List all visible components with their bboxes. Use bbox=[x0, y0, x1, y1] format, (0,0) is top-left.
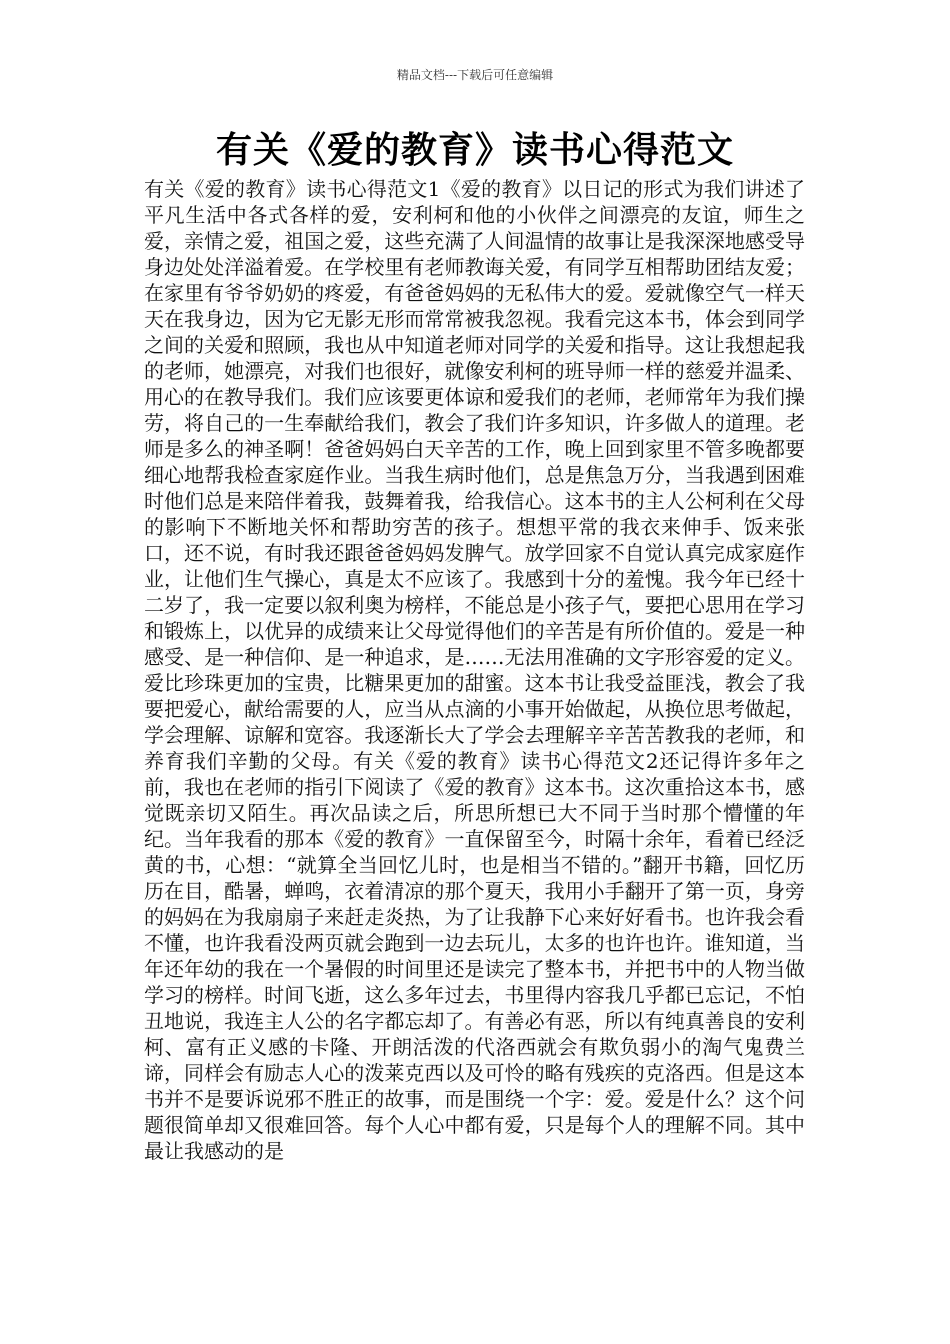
document-title: 有关《爱的教育》读书心得范文 bbox=[215, 130, 734, 171]
body-paragraph: 有关《爱的教育》读书心得范文1《爱的教育》以日记的形式为我们讲述了平凡生活中各式各样的爱，安利柯和他的小伙伴之间漂亮的友谊，师生之爱，亲情之爱，祖国之爱，这些充满了人间温情的故事让是我深深地感受导身边处处洋溢着爱。在学校里有老师教诲关爱，有同学互相帮助团结友爱；在家里有爷爷奶奶的疼爱，有爸爸妈妈的无私伟大的爱。爱就像空气一样天天在我身边，因为它无影无形而常常被我忽视。我看完这本书，体会到同学之间的关爱和照顾，我也从中知道老师对同学的关爱和指导。这让我想起我的老师，她漂亮，对我们也很好，就像安利柯的班导师一样的慈爱并温柔、用心的在教导我们。我们应该要更体谅和爱我们的老师，老师常年为我们操劳，将自己的一生奉献给我们，教会了我们许多知识，许多做人的道理。老师是多么的神圣啊！爸爸妈妈白天辛苦的工作，晚上回到家里不管多晚都要细心地帮我检查家庭作业。当我生病时他们，总是焦急万分，当我遇到困难时他们总是来陪伴着我，鼓舞着我，给我信心。这本书的主人公柯利在父母的影响下不断地关怀和帮助穷苦的孩子。想想平常的我衣来伸手、饭来张口，还不说，有时我还跟爸爸妈妈发脾气。放学回家不自觉认真完成家庭作业，让他们生气操心，真是太不应该了。我感到十分的羞愧。我今年已经十二岁了，我一定要以叙利奥为榜样，不能总是小孩子气，要把心思用在学习和锻炼上，以优异的成绩来让父母觉得他们的辛苦是有所价值的。爱是一种感受、是一种信仰、是一种追求，是……无法用准确的文字形容爱的定义。爱比珍珠更加的宝贵，比糖果更加的甜蜜。这本书让我受益匪浅，教会了我要把爱心，献给需要的人，应当从点滴的小事开始做起，从换位思考做起，学会理解、谅解和宽容。我逐渐长大了学会去理解辛辛苦苦教我的老师，和养育我们辛勤的父母。有关《爱的教育》读书心得范文2还记得许多年之前，我也在老师的指引下阅读了《爱的教育》这本书。这次重拾这本书，感觉既亲切又陌生。再次品读之后，所思所想已大不同于当时那个懵懂的年纪。当年我看的那本《爱的教育》一直保留至今，时隔十余年，看着已经泛黄的书，心想：“就算全当回忆儿时，也是相当不错的。”翻开书籍，回忆历历在目，酷暑，蝉鸣，衣着清凉的那个夏天，我用小手翻开了第一页，身旁的妈妈在为我扇扇子来赶走炎热，为了让我静下心来好好看书。也许我会看不懂，也许我看没两页就会跑到一边去玩儿，太多的也许也许。谁知道，当年还年幼的我在一个暑假的时间里还是读完了整本书，并把书中的人物当做学习的榜样。时间飞逝，这么多年过去，书里得内容我几乎都已忘记，不怕丑地说，我连主人公的名字都忘却了。有善必有恶，所以有纯真善良的安利柯、富有正义感的卡隆、开朗活泼的代洛西就会有欺负弱小的淘气鬼费兰谛，同样会有励志人心的泼莱克西以及可怜的略有残疾的克洛西。但是这本书并不是要诉说邪不胜正的故事，而是围绕一个字：爱。爱是什么？这个问题很简单却又很难回答。每个人心中都有爱，只是每个人的理解不同。其中最让我感动的是 bbox=[144, 177, 805, 1163]
header-note: 精品文档---下载后可任意编辑 bbox=[396, 68, 554, 82]
